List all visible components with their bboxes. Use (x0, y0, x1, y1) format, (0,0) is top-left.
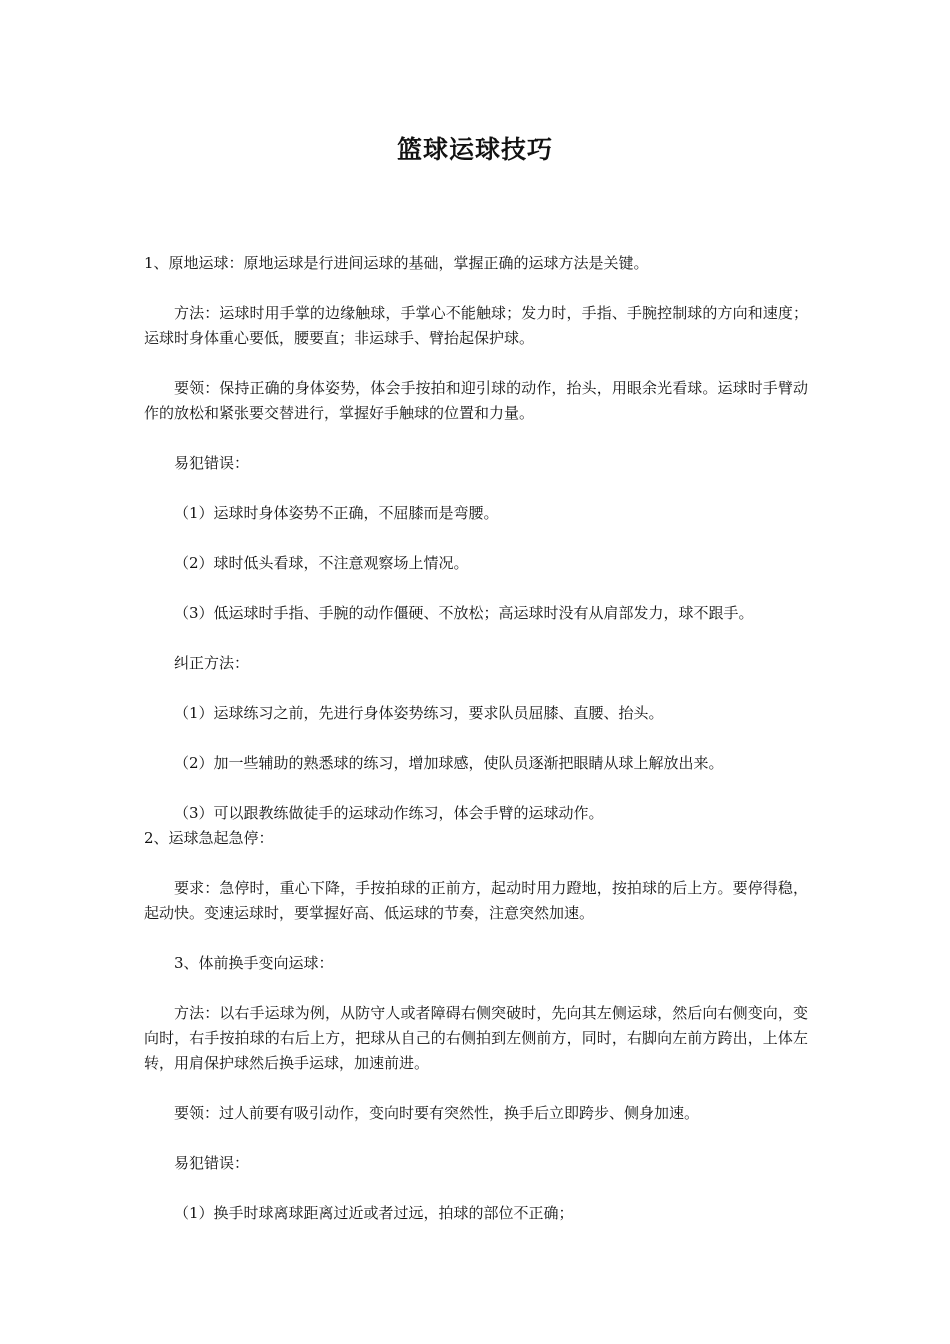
paragraph-common-errors-heading-2: 易犯错误： (174, 1154, 250, 1172)
paragraph-correction-1: （1）运球练习之前，先进行身体姿势练习，要求队员屈膝、直腰、抬头。 (174, 704, 664, 722)
paragraph-common-errors-heading: 易犯错误： (174, 454, 250, 472)
paragraph-section-1-heading: 1、原地运球：原地运球是行进间运球的基础，掌握正确的运球方法是关键。 (144, 254, 649, 272)
paragraph-correction-3: （3）可以跟教练做徒手的运球动作练习，体会手臂的运球动作。 (174, 804, 604, 822)
paragraph-requirements: 要求：急停时，重心下降，手按拍球的正前方，起动时用力蹬地，按拍球的后上方。要停得稳，起动快。变速运球时，要掌握好高、低运球的节奏，注意突然加速。 (144, 879, 808, 922)
paragraph-key-points-2: 要领：过人前要有吸引动作，变向时要有突然性，换手后立即跨步、侧身加速。 (174, 1104, 700, 1122)
paragraph-method-2: 方法：以右手运球为例，从防守人或者障碍右侧突破时，先向其左侧运球，然后向右侧变向，变向时，右手按拍球的右后上方，把球从自己的右侧拍到左侧前方，同时，右脚向左前方跨出，上体左转，用肩保护球然后换手运球，加速前进。 (144, 1004, 808, 1072)
paragraph-key-points: 要领：保持正确的身体姿势，体会手按拍和迎引球的动作，抬头，用眼余光看球。运球时手臂动作的放松和紧张要交替进行，掌握好手触球的位置和力量。 (144, 379, 808, 422)
paragraph-error-1: （1）运球时身体姿势不正确，不屈膝而是弯腰。 (174, 504, 499, 522)
document-body (144, 251, 808, 1226)
paragraph-error-4: （1）换手时球离球距离过近或者过远，拍球的部位不正确； (174, 1204, 574, 1222)
paragraph-method: 方法：运球时用手掌的边缘触球，手掌心不能触球；发力时，手指、手腕控制球的方向和速度；运球时身体重心要低，腰要直；非运球手、臂抬起保护球。 (144, 304, 808, 347)
paragraph-section-3-heading: 3、体前换手变向运球： (174, 954, 334, 972)
paragraph-correction-2: （2）加一些辅助的熟悉球的练习，增加球感，使队员逐渐把眼睛从球上解放出来。 (174, 754, 724, 772)
paragraph-error-2: （2）球时低头看球，不注意观察场上情况。 (174, 554, 469, 572)
paragraph-section-2-heading: 2、运球急起急停： (144, 829, 274, 847)
paragraph-error-3: （3）低运球时手指、手腕的动作僵硬、不放松；高运球时没有从肩部发力，球不跟手。 (174, 604, 754, 622)
paragraph-correction-heading: 纠正方法： (174, 654, 250, 672)
document-title: 篮球运球技巧 (396, 135, 553, 164)
